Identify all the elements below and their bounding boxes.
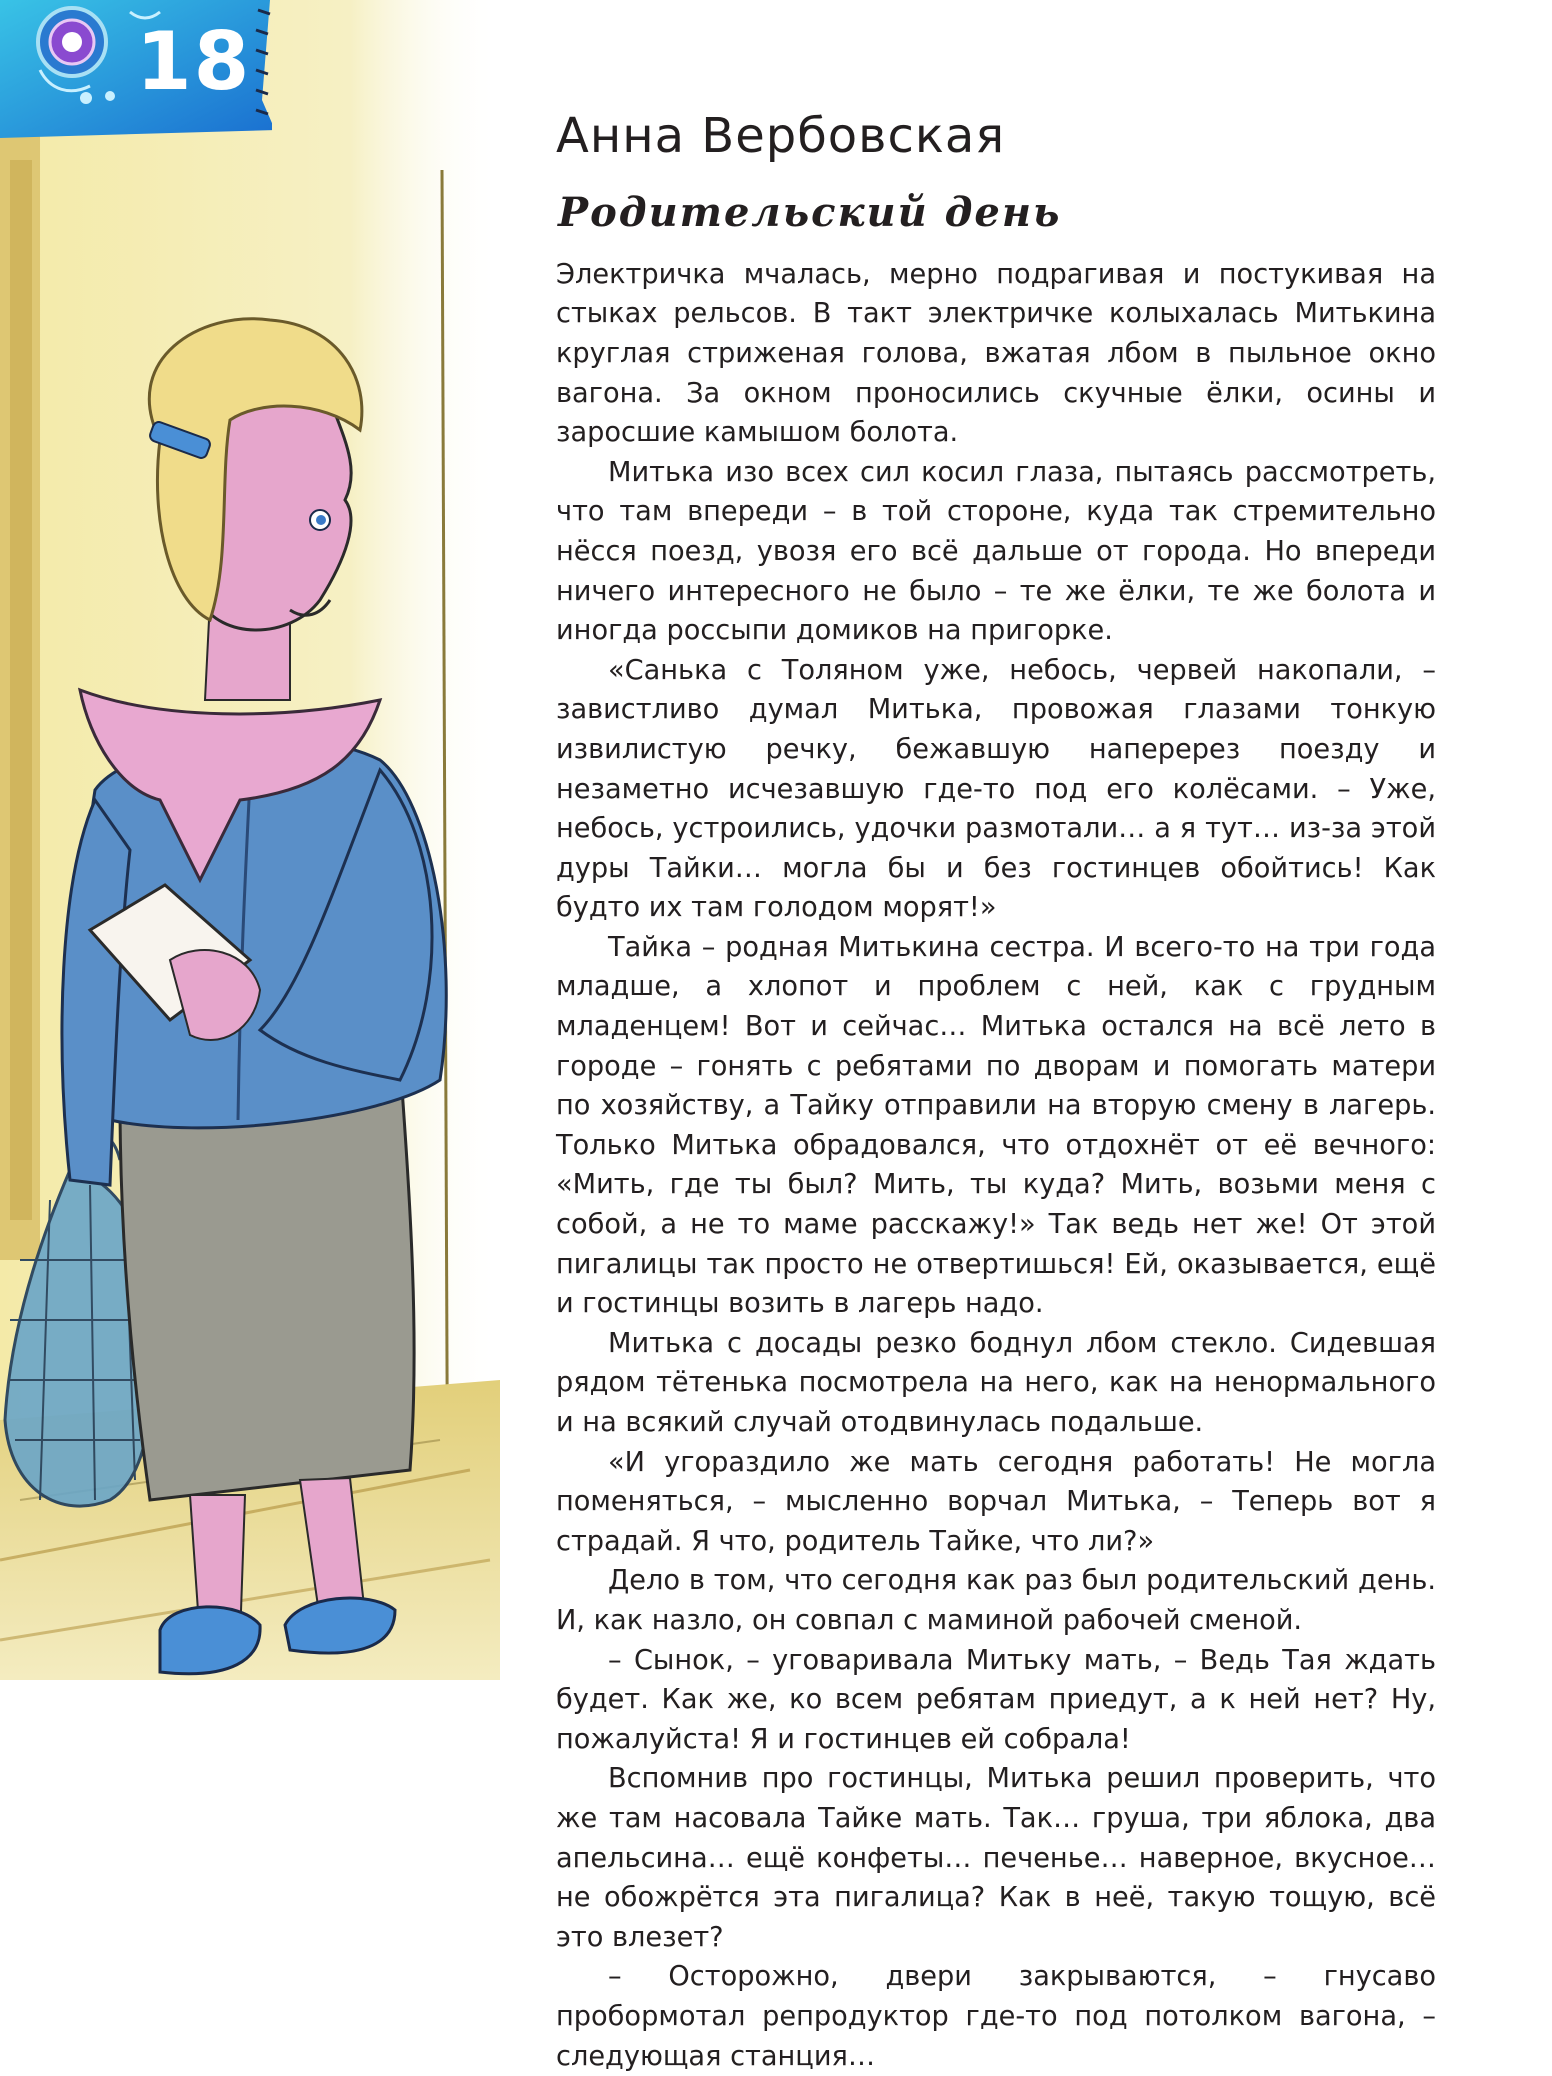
paragraph: Электричка мчалась, мерно подрагивая и постукивая на стыках рельсов. В такт электричке колыхалась Митькина круглая стриженая голова, вжатая лбом в пыльное окно вагона. За окном проносились скучные ёлки, осины и заросшие камышом болота.: [556, 258, 1436, 449]
story-illustration: [0, 0, 500, 1680]
paragraph: Митька изо всех сил косил глаза, пытаясь рассмотреть, что там впереди – в той стороне, куда так стремительно нёсся поезд, увозя его всё дальше от города. Но впереди ничего интересного не было – те же ёлки, те же болота и иногда россыпи домиков на пригорке.: [556, 456, 1436, 647]
paragraph: Тайка – родная Митькина сестра. И всего-то на три года младше, а хлопот и проблем с ней, как с грудным младенцем! Вот и сейчас… Митька остался на всё лето в городе – гонять с ребятами по дворам и помогать матери по хозяйству, а Тайку отправили на вторую смену в лагерь. Только Митька обрадовался, что отдохнёт от её вечного: «Мить, где ты был? Мить, ты куда? Мить, возьми меня с собой, а не то маме расскажу!» Так ведь нет же! От этой пигалицы так просто не отвертишься! Ей, оказывается, ещё и гостинцы возить в лагерь надо.: [556, 931, 1436, 1320]
page-number: 18: [136, 15, 252, 108]
paragraph: – Осторожно, двери закрываются, – гнусаво пробормотал репродуктор где-то под потолком вагона, – следующая станция…: [556, 1961, 1436, 2072]
author-name: Анна Вербовская: [556, 108, 1006, 164]
page-number-badge: [0, 0, 272, 140]
paragraph: Вспомнив про гостинцы, Митька решил проверить, что же там насовала Тайке мать. Так… груша, три яблока, два апельсина… ещё конфеты… печенье… наверное, вкусное… не обожрётся эта пигалица? Как в неё, такую тощую, всё это влезет?: [556, 1763, 1436, 1953]
paragraph: «И угораздило же мать сегодня работать! Не могла поменяться, – мысленно ворчал Митька, – Теперь вот я страдай. Я что, родитель Тайке, что ли?»: [556, 1446, 1436, 1557]
story-title: Родительский день: [558, 188, 1062, 236]
story-body: [556, 255, 1436, 2076]
paragraph: «Санька с Толяном уже, небось, червей накопали, – завистливо думал Митька, провожая глазами тонкую извилистую речку, бежавшую наперерез поезду и незаметно исчезавшую где-то под его колёсами. – Уже, небось, устроились, удочки размотали… а я тут… из-за этой дуры Тайки… могла бы и без гостинцев обойтись! Как будто их там голодом морят!»: [556, 654, 1436, 924]
paragraph: Митька с досады резко боднул лбом стекло. Сидевшая рядом тётенька посмотрела на него, как на ненормального и на всякий случай отодвинулась подальше.: [556, 1327, 1436, 1439]
paragraph: – Сынок, – уговаривала Митьку мать, – Ведь Тая ждать будет. Как же, ко всем ребятам приедут, а к ней нет? Ну, пожалуйста! Я и гостинцев ей собрала!: [556, 1644, 1436, 1755]
article: [556, 110, 1436, 2076]
paragraph: Дело в том, что сегодня как раз был родительский день. И, как назло, он совпал с маминой рабочей сменой.: [556, 1565, 1436, 1636]
